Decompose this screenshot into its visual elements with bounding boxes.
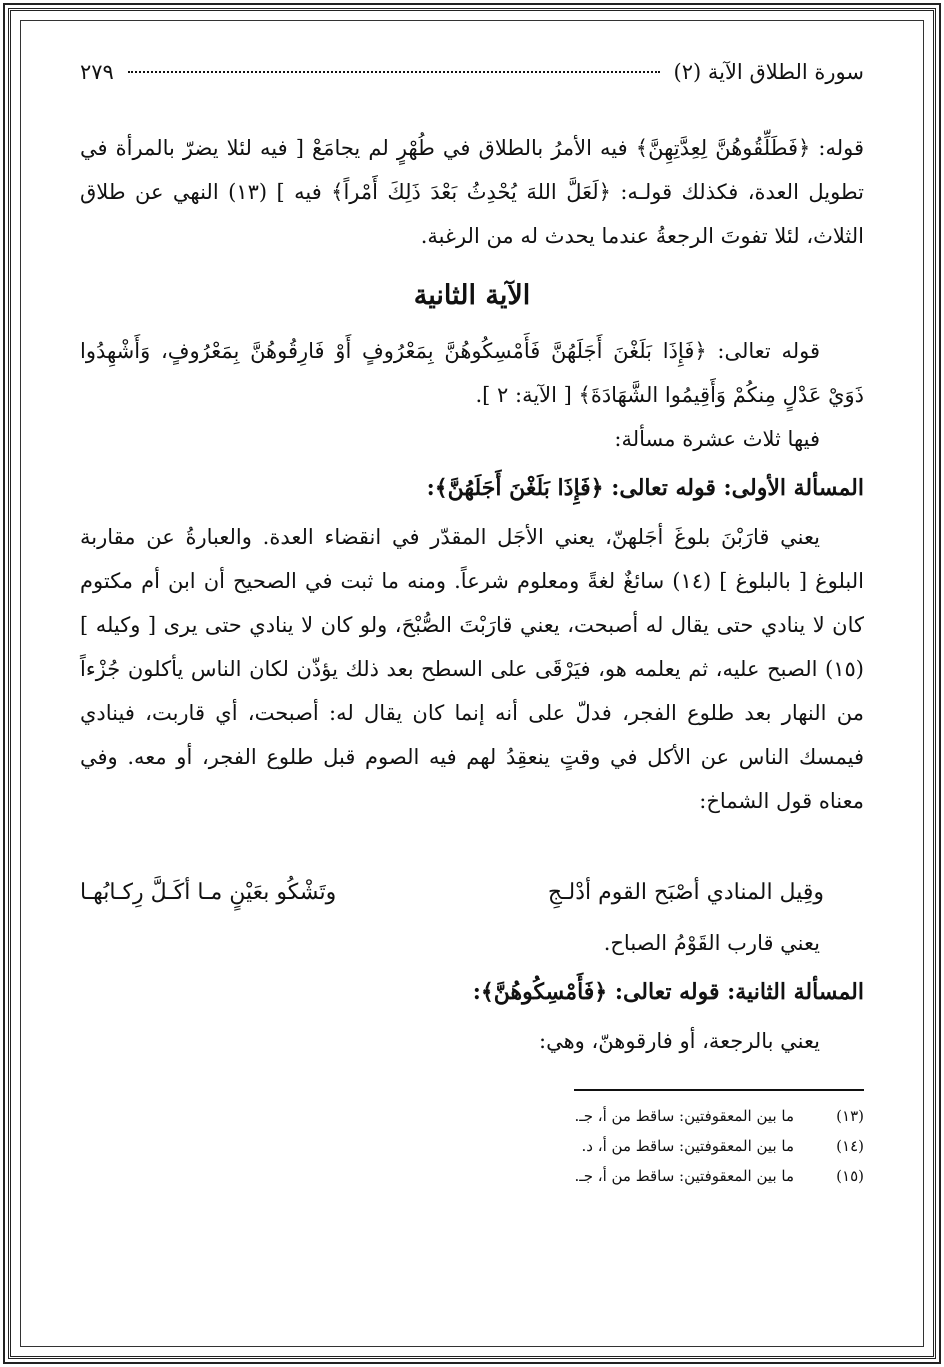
masala-1-text: يعني قارَبْنَ بلوغَ أجَلهنّ، يعني الأجَل المقدّر في انقضاء العدة. والعبارةُ عن مقاربة البلوغ [ بالبلوغ ] (١٤) سائغٌ لغةً ومعلوم شرعاً. ومنه ما ثبت في الصحيح أن ابن أم مكتوم كان لا ينادي حتى يقال له أصبحت، يعني قارَبْتَ الصُّبْحَ، ولو كان لا ينادي حتى يرى [ وكيله ] (١٥) الصبح عليه، ثم يعلمه هو، فيَرْقَى على السطح بعد ذلك يؤذّن لكان الناس يأكلون جُزْءاً من النهار بعد طلوع الفجر، فدلّ على أنه إنما كان يقال له: أصبحت، أي قاربت، فينادي فيمسك الناس عن الأكل في وقتٍ ينعقِدُ لهم فيه الصوم قبل طلوع الفجر، أو معه. وفي معناه قول الشماخ: <box>80 525 865 813</box>
page-number: ٢٧٩ <box>80 60 114 84</box>
intro-line: فيها ثلاث عشرة مسألة: <box>614 427 820 451</box>
verse-hemistich-left: وتَشْكُو بعَيْنٍ مـا أكَـلَّ رِكـابُهـا <box>80 880 337 905</box>
verse-hemistich-right: وقِيل المنادي أصْبَح القوم أدْلـجِ <box>547 880 824 905</box>
running-header <box>80 60 864 84</box>
footnote-number: (١٥) <box>836 1167 864 1185</box>
masala-1-heading: المسألة الأولى: قوله تعالى: ﴿فَإِذَا بَلَغْنَ أَجَلَهُنَّ﴾: <box>426 475 864 501</box>
masala-2-heading: المسألة الثانية: قوله تعالى: ﴿فَأَمْسِكُوهُنَّ﴾: <box>472 979 864 1005</box>
section-title: الآية الثانية <box>413 280 531 311</box>
header-dots <box>128 71 660 73</box>
footnote <box>80 1101 864 1131</box>
poetry-verse <box>80 871 824 915</box>
footnote-divider <box>574 1089 864 1091</box>
footnote-number: (١٣) <box>836 1107 864 1125</box>
footnote <box>80 1161 864 1191</box>
footnote-text: ما بين المعقوفتين: ساقط من أ، جـ. <box>574 1107 794 1125</box>
page-content <box>80 60 864 1191</box>
footnote-text: ما بين المعقوفتين: ساقط من أ، د. <box>581 1137 794 1155</box>
paragraph-top: قوله: ﴿فَطَلِّقُوهُنَّ لِعِدَّتِهِنَّ﴾ فيه الأمرُ بالطلاق في طُهْرٍ لم يجامَعْ [ فيه لئلا يضرّ بالمرأة في تطويل العدة، فكذلك قولـه: ﴿لَعَلَّ اللهَ يُحْدِثُ بَعْدَ ذَلِكَ أَمْراً﴾ فيه ] (١٣) النهي عن طلاق الثلاث، لئلا تفوتَ الرجعةُ عندما يحدث له من الرغبة. <box>80 136 865 248</box>
masala-2-text: يعني بالرجعة، أو فارقوهنّ، وهي: <box>539 1029 820 1053</box>
footnote <box>80 1131 864 1161</box>
verse-paragraph: قوله تعالى: ﴿فَإِذَا بَلَغْنَ أَجَلَهُنَّ فَأَمْسِكُوهُنَّ بِمَعْرُوفٍ أَوْ فَارِقُوهُنَّ بِمَعْرُوفٍ، وَأَشْهِدُوا ذَوَيْ عَدْلٍ مِنكُمْ وَأَقِيمُوا الشَّهَادَةَ﴾ [ الآية: ٢ ]. <box>80 339 864 407</box>
verse-explanation: يعني قارب القَوْمُ الصباح. <box>603 931 820 955</box>
footnote-text: ما بين المعقوفتين: ساقط من أ، جـ. <box>574 1167 794 1185</box>
footnote-number: (١٤) <box>836 1137 864 1155</box>
header-title: سورة الطلاق الآية (٢) <box>673 60 864 84</box>
